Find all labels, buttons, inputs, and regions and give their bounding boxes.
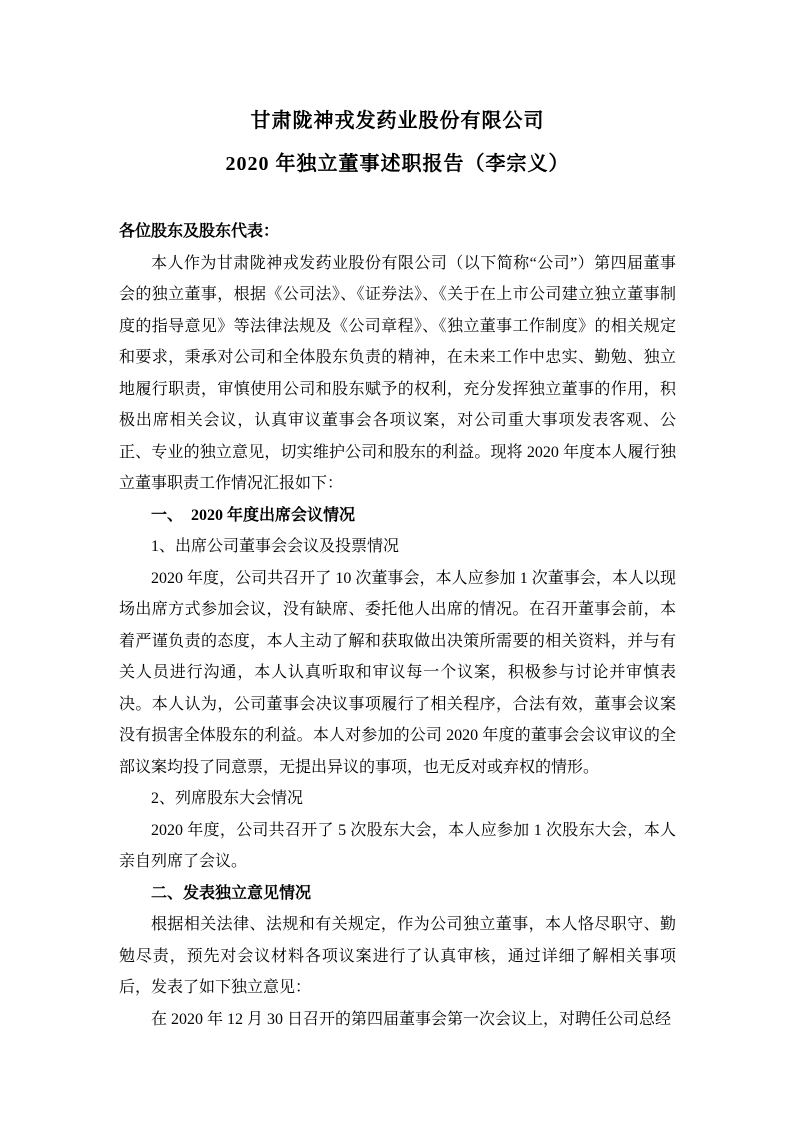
document-title: 甘肃陇神戎发药业股份有限公司 xyxy=(250,110,545,132)
document-subtitle: 2020 年独立董事述职报告（李宗义） xyxy=(225,153,570,175)
section2-heading: 二、发表独立意见情况 xyxy=(151,884,312,902)
salutation: 各位股东及股东代表： xyxy=(119,223,280,240)
section1-sub1-heading: 1、出席公司董事会会议及投票情况 xyxy=(151,538,400,555)
section1-sub1-paragraph: 2020 年度，公司共召开了 10 次董事会，本人应参加 1 次董事会，本人以现场出席方式参加会议，没有缺席、委托他人出席的情况。在召开董事会前，本着严谨负责的态度，本人主动了解和获取做出决策所需要的相关资料，并与有关人员进行沟通，本人认真听取和审议每一个议案，积极参与讨论并审慎表决。本人认为，公司董事会决议事项履行了相关程序，合法有效，董事会议案没有损害全体股东的利益。本人对参加的公司 2020 年度的董事会会议审议的全部议案均投了同意票，无提出异议的事项，也无反对或弃权的情形。 xyxy=(119,569,676,776)
section1-heading: 一、 2020 年度出席会议情况 xyxy=(151,506,356,524)
section1-sub2-paragraph: 2020 年度，公司共召开了 5 次股东大会，本人应参加 1 次股东大会，本人亲自列席了会议。 xyxy=(119,821,676,870)
section2-paragraph1: 根据相关法律、法规和有关规定，作为公司独立董事，本人恪尽职守、勤勉尽责，预先对会议材料各项议案进行了认真审核，通过详细了解相关事项后，发表了如下独立意见： xyxy=(119,916,676,996)
intro-paragraph: 本人作为甘肃陇神戎发药业股份有限公司（以下简称“公司”）第四届董事会的独立董事，根据《公司法》、《证券法》、《关于在上市公司建立独立董事制度的指导意见》等法律法规及《公司章程》、《独立董事工作制度》的相关规定和要求，秉承对公司和全体股东负责的精神，在未来工作中忠实、勤勉、独立地履行职责，审慎使用公司和股东赋予的权利，充分发挥独立董事的作用，积极出席相关会议，认真审议董事会各项议案，对公司重大事项发表客观、公正、专业的独立意见，切实维护公司和股东的利益。现将 2020 年度本人履行独立董事职责工作情况汇报如下： xyxy=(119,254,676,492)
section1-sub2-heading: 2、列席股东大会情况 xyxy=(151,790,304,807)
section2-paragraph2: 在 2020 年 12 月 30 日召开的第四届董事会第一次会议上，对聘任公司总经 xyxy=(151,1010,672,1028)
